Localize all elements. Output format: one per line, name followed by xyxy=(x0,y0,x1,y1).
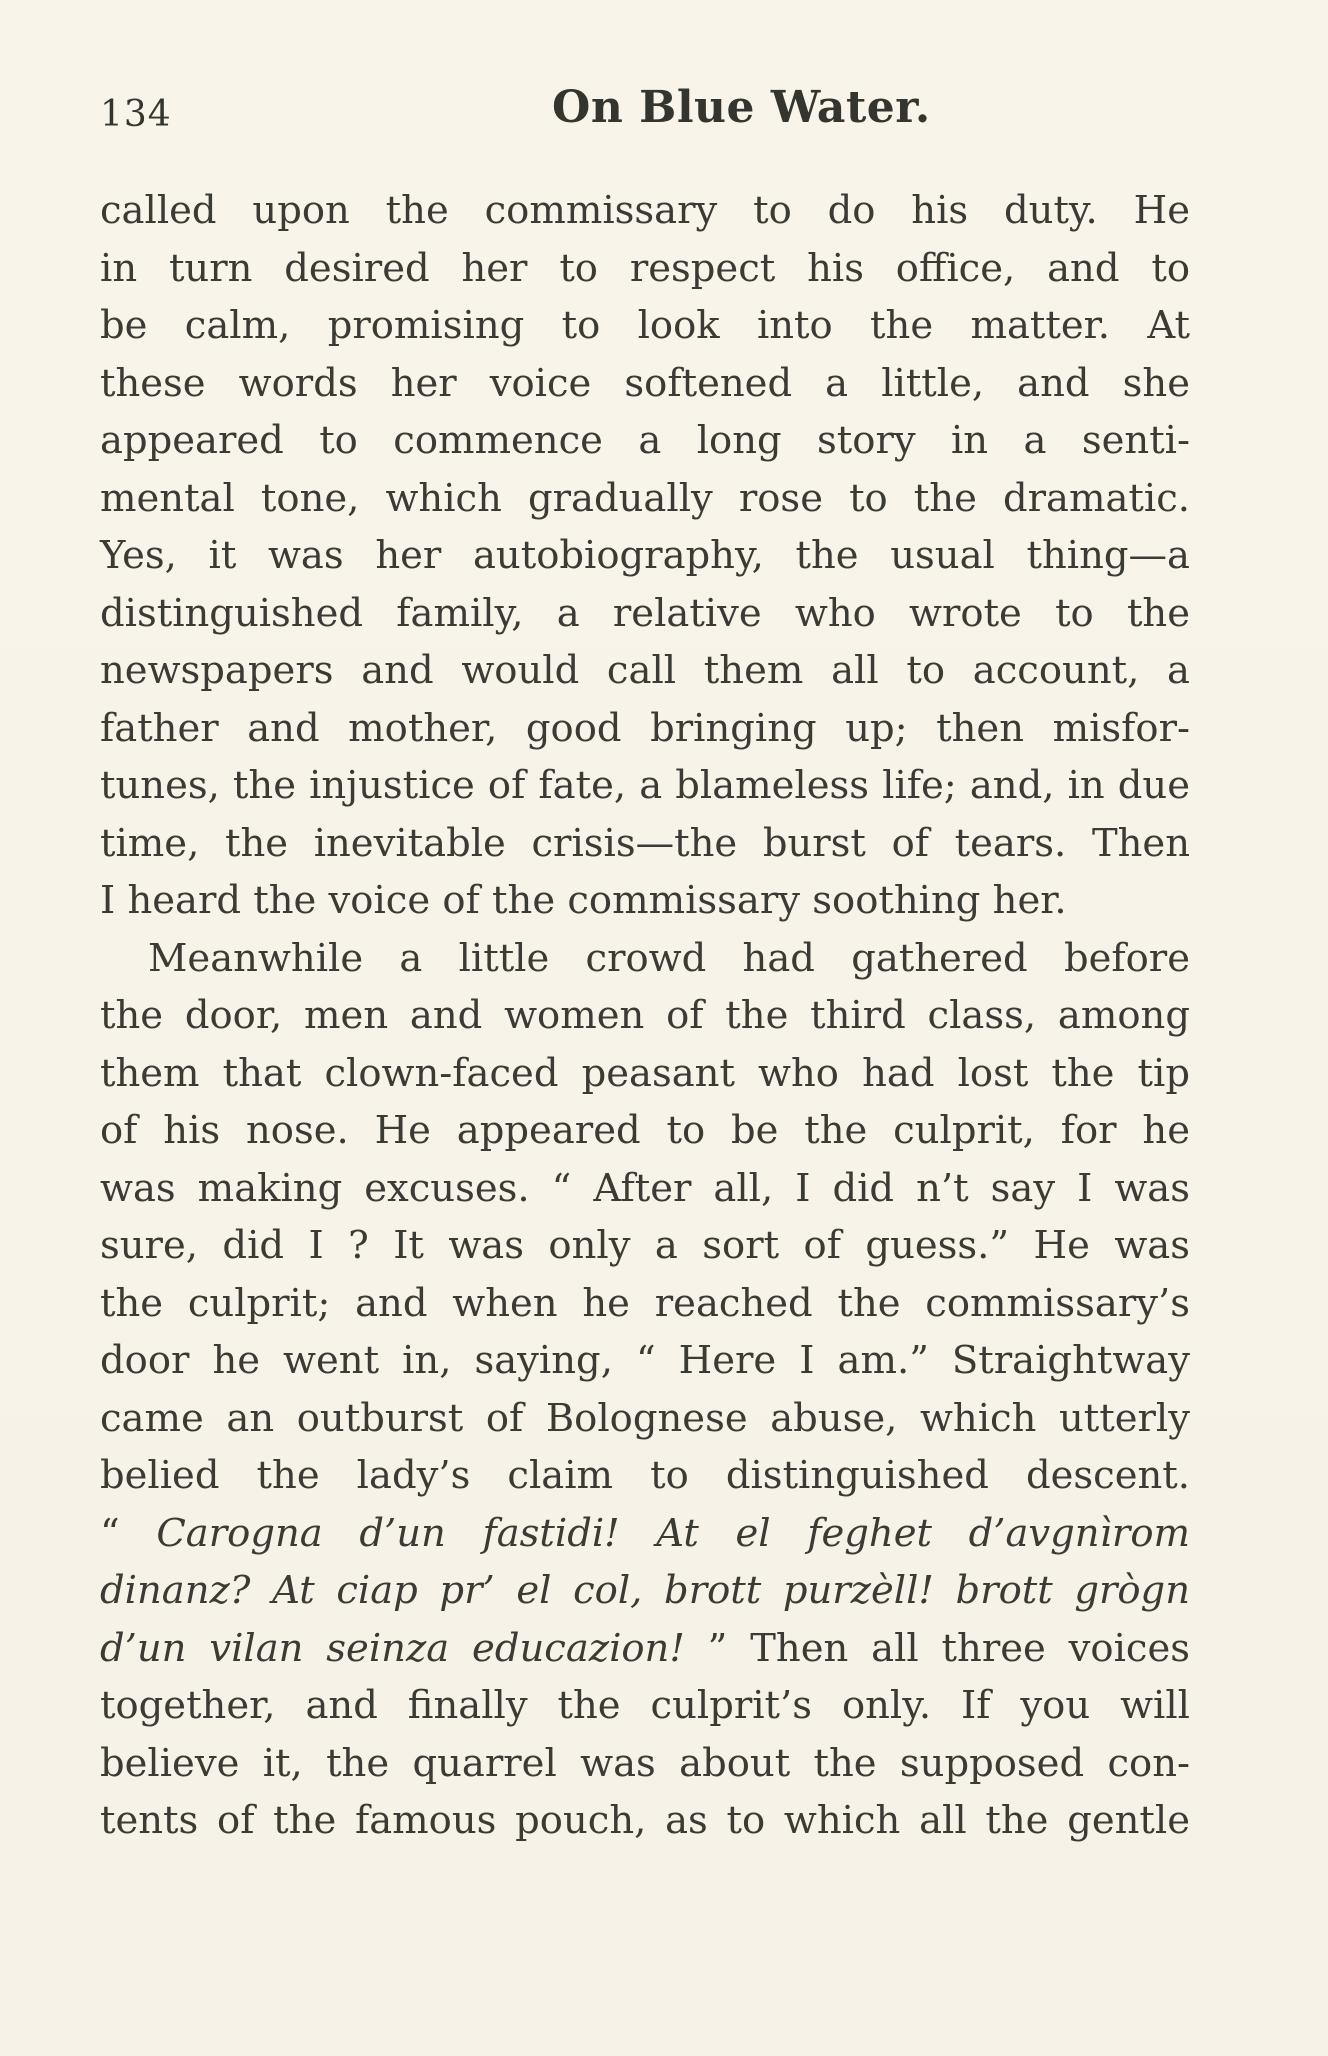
text-line: believe it, the quarrel was about the supposed con- xyxy=(100,1740,1190,1786)
text-line: the culprit; and when he reached the commissary’s xyxy=(100,1280,1190,1326)
text-line: was making excuses. “ After all, I did n’t say I was xyxy=(100,1165,1190,1211)
page-header xyxy=(100,82,1190,142)
text-line: Meanwhile a little crowd had gathered before xyxy=(148,935,1190,981)
text-line: time, the inevitable crisis—the burst of tears. Then xyxy=(100,820,1190,866)
text-line-italic-quote xyxy=(100,1620,1190,1678)
text-line: distinguished family, a relative who wrote to the xyxy=(100,590,1190,636)
text-line: called upon the commissary to do his duty. He xyxy=(100,188,1190,233)
page-number: 134 xyxy=(100,94,172,135)
body-text xyxy=(100,182,1190,1850)
text-line: door he went in, saying, “ Here I am.” Straightway xyxy=(100,1338,1190,1383)
text-line: them that clown-faced peasant who had lost the tip xyxy=(100,1050,1190,1096)
text-line-italic-quote: dinanz? At ciap pr’ el col, brott purzèll! brott grògn xyxy=(100,1568,1190,1613)
text-line: of his nose. He appeared to be the culprit, for he xyxy=(100,1108,1190,1153)
text-line: newspapers and would call them all to account, a xyxy=(100,648,1190,693)
text-line: mental tone, which gradually rose to the dramatic. xyxy=(100,475,1190,521)
text-line: be calm, promising to look into the matter. At xyxy=(100,303,1190,348)
text-line: in turn desired her to respect his office, and to xyxy=(100,245,1190,291)
italic-dialect-text: d’un vilan seinza educazion! xyxy=(100,1625,685,1671)
running-title: On Blue Water. xyxy=(552,82,931,133)
text-line: father and mother, good bringing up; then misfor- xyxy=(100,705,1190,751)
text-line: these words her voice softened a little, and she xyxy=(100,360,1190,406)
italic-dialect-text: Carogna d’un fastidi! At el feghet d’avgnìrom xyxy=(156,1510,1191,1556)
text-line: appeared to commence a long story in a senti- xyxy=(100,418,1190,463)
text-line: Yes, it was her autobiography, the usual thing—a xyxy=(100,533,1190,578)
text-line: the door, men and women of the third class, among xyxy=(100,993,1190,1038)
open-quote: “ xyxy=(100,1510,157,1556)
text-line: sure, did I ? It was only a sort of guess.” He was xyxy=(100,1223,1190,1268)
text-line: tunes, the injustice of fate, a blameless life; and, in due xyxy=(100,763,1190,808)
text-line: I heard the voice of the commissary soothing her. xyxy=(100,878,1067,923)
text-line: together, and finally the culprit’s only. If you will xyxy=(100,1683,1190,1728)
text-line: tents of the famous pouch, as to which all the gentle xyxy=(100,1798,1190,1843)
text-line: belied the lady’s claim to distinguished descent. xyxy=(100,1453,1190,1498)
text-line-italic-quote xyxy=(100,1505,1190,1563)
quote-continuation: ” Then all three voices xyxy=(684,1625,1190,1671)
text-line: came an outburst of Bolognese abuse, which utterly xyxy=(100,1395,1190,1441)
